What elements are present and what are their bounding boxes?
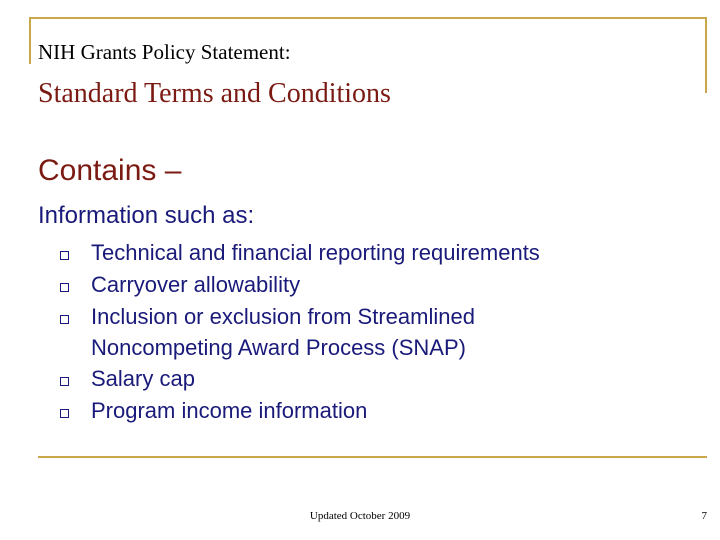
slide-number: 7: [701, 510, 707, 522]
checkbox-bullet-icon: [60, 283, 69, 292]
bullet-list: [60, 237, 660, 427]
bullet-item: [60, 237, 660, 269]
contains-heading: Contains –: [38, 154, 182, 187]
bullet-text: Program income information: [91, 398, 368, 423]
top-border-line: [30, 17, 707, 19]
info-subheading: Information such as:: [38, 202, 255, 229]
bullet-text: Carryover allowability: [91, 272, 301, 297]
bullet-item: [60, 301, 660, 363]
bullet-item: [60, 395, 660, 427]
bullet-text: Salary cap: [91, 366, 195, 391]
slide-title-line1: NIH Grants Policy Statement:: [38, 40, 291, 64]
checkbox-bullet-icon: [60, 409, 69, 418]
bullet-text: Technical and financial reporting requirements: [91, 240, 540, 265]
bullet-item: [60, 363, 660, 395]
footer-updated-text: Updated October 2009: [309, 510, 411, 522]
checkbox-bullet-icon: [60, 315, 69, 324]
bullet-item: [60, 269, 660, 301]
bullet-text-continuation: Noncompeting Award Process (SNAP): [91, 335, 466, 360]
footer-divider-line: [38, 456, 707, 458]
right-border-line: [705, 17, 707, 93]
slide-title-line2: Standard Terms and Conditions: [38, 78, 391, 109]
checkbox-bullet-icon: [60, 251, 69, 260]
checkbox-bullet-icon: [60, 377, 69, 386]
left-border-line: [29, 17, 31, 64]
bullet-text: Inclusion or exclusion from Streamlined: [91, 304, 475, 329]
